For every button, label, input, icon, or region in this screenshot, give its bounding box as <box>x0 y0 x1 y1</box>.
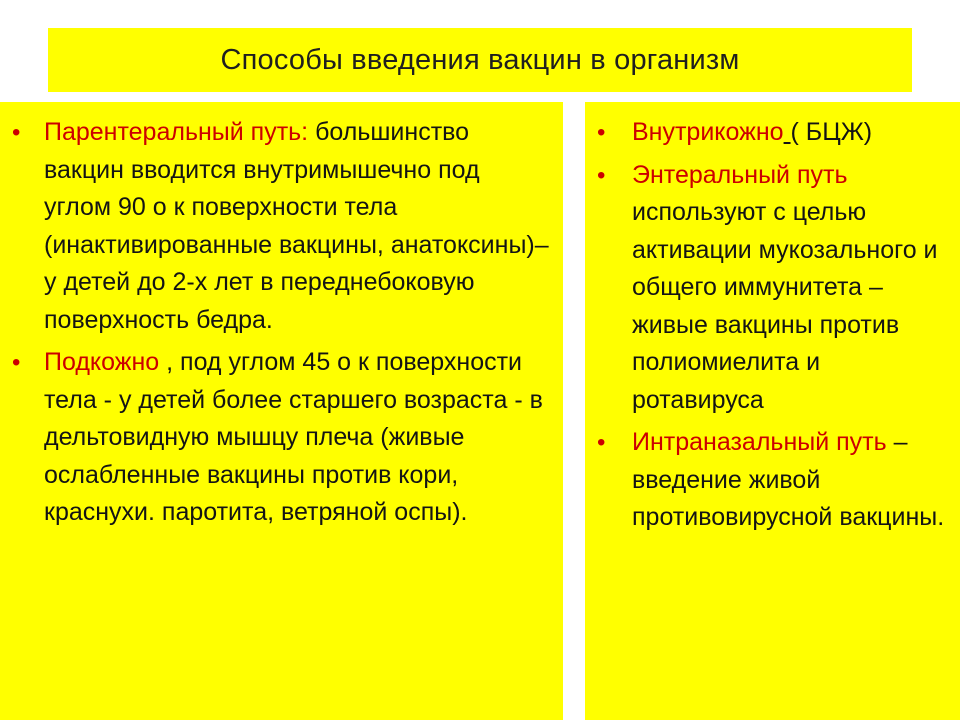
list-item-intradermal <box>595 114 952 152</box>
intranasal-heading: Интраназальный путь <box>632 428 887 456</box>
subcutaneous-text: , под углом 45 о к поверхности тела - у детей более старшего возраста - в дельтовидную мышцу плеча (живые ослабленные вакцины против кори, краснухи. паротита, ветряной оспы). <box>44 348 543 526</box>
right-column-panel <box>585 102 960 720</box>
intradermal-heading: Внутрикожно <box>632 118 784 146</box>
parenteral-text: большинство вакцин вводится внутримышечно под углом 90 о к поверхности тела (инактивированные вакцины, анатоксины)–у детей до 2-х лет в переднебоковую поверхность бедра. <box>44 118 549 334</box>
enteral-text: используют с целью активации мукозального и общего иммунитета –живые вакцины против полиомиелита и ротавируса <box>632 198 938 414</box>
left-bullet-list <box>10 114 553 532</box>
left-column-panel <box>0 102 563 720</box>
slide-title: Способы введения вакцин в организм <box>220 43 740 76</box>
list-item-subcutaneous <box>10 344 553 532</box>
bullet-icon: • <box>597 161 606 189</box>
parenteral-heading: Парентеральный путь: <box>44 118 309 146</box>
right-bullet-list <box>595 114 952 537</box>
bullet-icon: • <box>597 429 606 456</box>
list-item-parenteral <box>10 114 553 339</box>
bullet-icon: • <box>12 349 21 376</box>
bullet-icon: • <box>12 119 21 146</box>
intradermal-text: ( БЦЖ) <box>790 118 873 146</box>
intranasal-text: –введение живой противовирусной вакцины. <box>632 428 945 531</box>
list-item-enteral <box>595 157 952 420</box>
bullet-icon: • <box>597 119 606 146</box>
enteral-heading: Энтеральный путь <box>632 160 848 189</box>
underlined-space <box>784 118 791 146</box>
subcutaneous-heading: Подкожно <box>44 348 160 376</box>
list-item-intranasal <box>595 424 952 537</box>
slide-title-box <box>48 28 912 92</box>
